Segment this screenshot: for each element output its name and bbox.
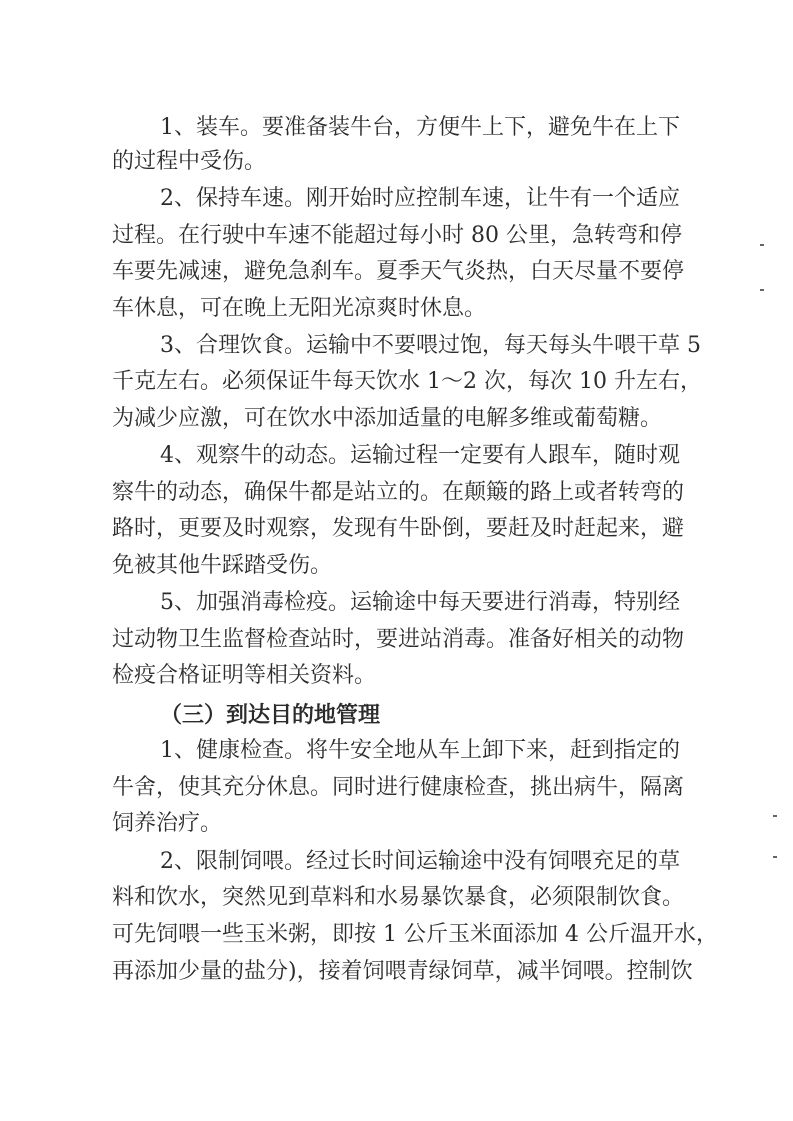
text-line: 5、加强消毒检疫。运输途中每天要进行消毒，特别经 [160, 590, 680, 615]
scan-mark [773, 856, 777, 858]
text-line: 饲养治疗。 [112, 811, 223, 836]
text-line: 为减少应激，可在饮水中添加适量的电解多维或葡萄糖。 [112, 406, 663, 431]
text-line: 再添加少量的盐分)，接着饲喂青绿饲草，减半饲喂。控制饮 [112, 959, 693, 984]
scan-mark [760, 289, 764, 291]
text-line: 2、限制饲喂。经过长时间运输途中没有饲喂充足的草 [160, 849, 680, 874]
text-line: 检疫合格证明等相关资料。 [112, 663, 377, 688]
text-line: 牛舍，使其充分休息。同时进行健康检查，挑出病牛，隔离 [112, 775, 685, 800]
section-heading: （三）到达目的地管理 [160, 702, 381, 728]
scan-mark [773, 815, 777, 817]
text-line: 料和饮水，突然见到草料和水易暴饮暴食，必须限制饮食。 [112, 885, 685, 910]
text-line: 4、观察牛的动态。运输过程一定要有人跟车，随时观 [160, 443, 680, 468]
text-line: 可先饲喂一些玉米粥，即按 1 公斤玉米面添加 4 公斤温开水， [112, 922, 718, 947]
scan-mark [760, 244, 764, 246]
text-line: 的过程中受伤。 [112, 149, 267, 174]
text-line: 3、合理饮食。运输中不要喂过饱，每天每头牛喂干草 5 [160, 333, 701, 358]
text-line: 过动物卫生监督检查站时，要进站消毒。准备好相关的动物 [112, 627, 685, 652]
text-line: 1、健康检查。将牛安全地从车上卸下来，赶到指定的 [160, 738, 680, 763]
text-line: 察牛的动态，确保牛都是站立的。在颠簸的路上或者转弯的 [112, 480, 685, 505]
text-line: 1、装车。要准备装牛台，方便牛上下，避免牛在上下 [160, 115, 680, 140]
text-line: 免被其他牛踩踏受伤。 [112, 553, 333, 578]
text-line: 过程。在行驶中车速不能超过每小时 80 公里，急转弯和停 [112, 223, 682, 248]
text-line: 车休息，可在晚上无阳光凉爽时休息。 [112, 296, 487, 321]
text-line: 车要先减速，避免急刹车。夏季天气炎热，白天尽量不要停 [112, 259, 685, 284]
text-line: 千克左右。必须保证牛每天饮水 1～2 次，每次 10 升左右， [112, 369, 702, 394]
text-line: 路时，更要及时观察，发现有牛卧倒，要赶及时赶起来，避 [112, 516, 685, 541]
text-line: 2、保持车速。刚开始时应控制车速，让牛有一个适应 [160, 186, 680, 211]
